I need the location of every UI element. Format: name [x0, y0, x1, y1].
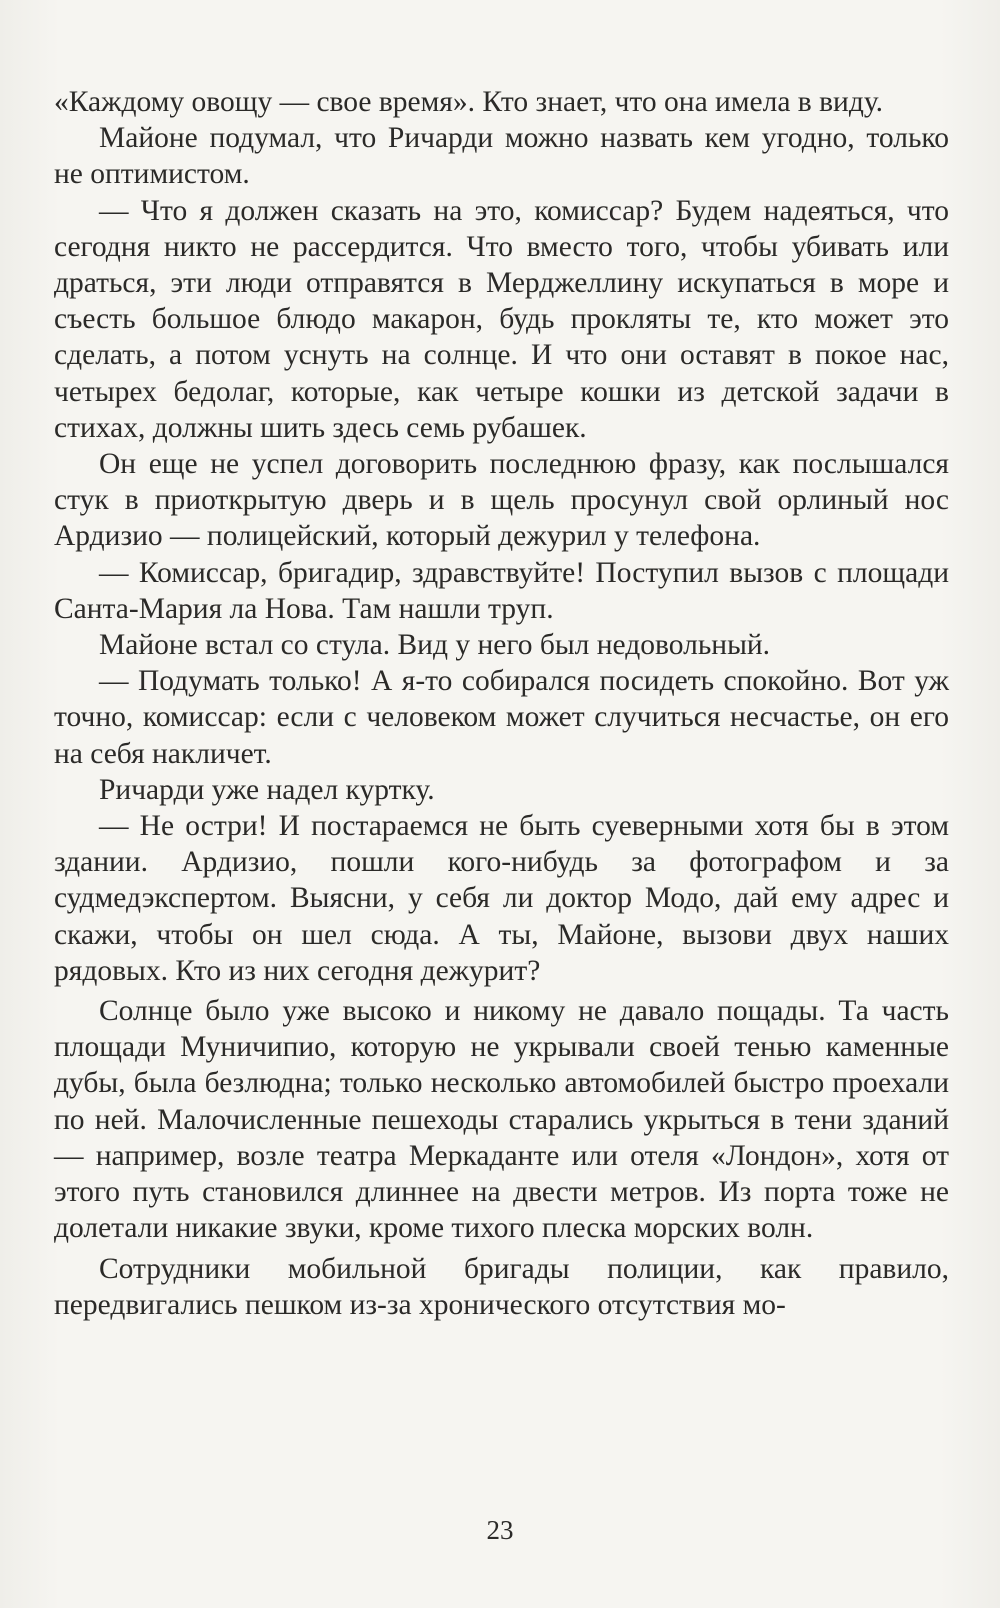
paragraph: Майоне подумал, что Ричарди можно назвать кем угодно, только не оптимистом. [54, 122, 949, 191]
paragraph: — Комиссар, бригадир, здравствуйте! Поступил вызов с площади Санта-Мария ла Нова. Там нашли труп. [54, 556, 949, 625]
page-number: 23 [486, 1515, 514, 1545]
paragraph: Он еще не успел договорить последнюю фразу, как послышался стук в приоткрытую дверь и в щель просунул свой орлиный нос Ардизио — полицейский, который дежурил у телефона. [54, 448, 949, 553]
paragraph: — Что я должен сказать на это, комиссар? Будем надеяться, что сегодня никто не рассердится. Что вместо того, чтобы убивать или драться, эти люди отправятся в Мерджеллину искупаться в море и съесть большое блюдо макарон, будь прокляты те, кто может это сделать, а потом уснуть на солнце. И что они оставят в покое нас, четырех бедолаг, которые, как четыре кошки из детской задачи в стихах, должны шить здесь семь рубашек. [54, 194, 949, 444]
page-text [54, 84, 949, 1323]
paragraph: Ричарди уже надел куртку. [99, 773, 435, 806]
paragraph: Солнце было уже высоко и никому не давало пощады. Та часть площади Муничипио, которую не укрывали своей тенью каменные дубы, была безлюдна; только несколько автомобилей быстро проехали по ней. Малочисленные пешеходы старались укрыться в тени зданий — например, возле театра Меркаданте или отеля «Лондон», хотя от этого путь становился длиннее на двести метров. Из порта тоже не долетали никакие звуки, кроме тихого плеска морских волн. [54, 995, 949, 1245]
paragraph: «Каждому овощу — свое время». Кто знает, что она имела в виду. [54, 86, 883, 118]
paragraph: Майоне встал со стула. Вид у него был недовольный. [99, 629, 771, 662]
paragraph: — Не остри! И постараемся не быть суеверными хотя бы в этом здании. Ардизио, пошли кого-нибудь за фотографом и за судмедэкспертом. Выясни, у себя ли доктор Модо, дай ему адрес и скажи, чтобы он шел сюда. А ты, Майоне, вызови двух наших рядовых. Кто из них сегодня дежурит? [54, 810, 949, 987]
paragraph: Сотрудники мобильной бригады полиции, как правило, передвигались пешком из-за хронического отсутствия мо- [54, 1252, 949, 1321]
paragraph: — Подумать только! А я-то собирался посидеть спокойно. Вот уж точно, комиссар: если с человеком может случиться несчастье, он его на себя накличет. [54, 665, 949, 770]
